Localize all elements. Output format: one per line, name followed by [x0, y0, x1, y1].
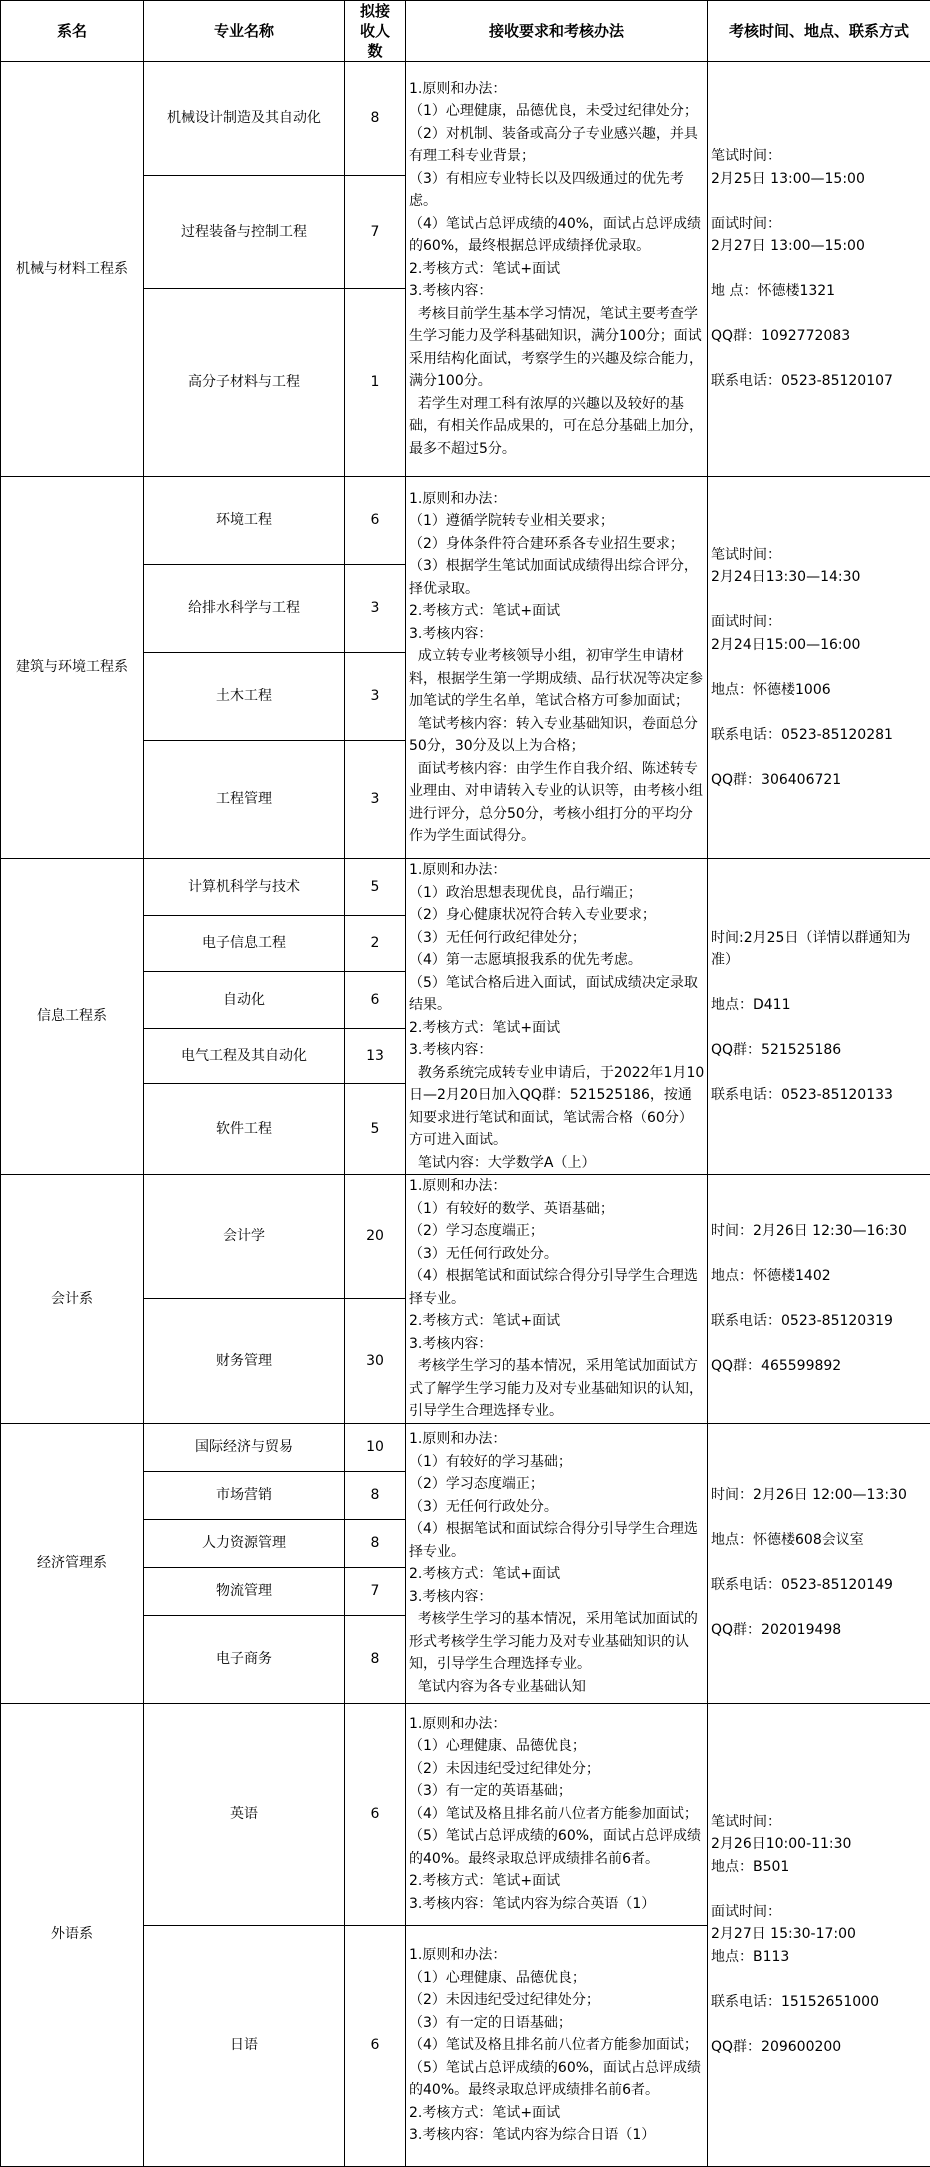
- text-line: 3.考核内容：: [409, 1586, 705, 1609]
- text-line: （1）心理健康、品德优良；: [409, 1735, 705, 1758]
- text-line: （4）根据笔试和面试综合得分引导学生合理选择专业。: [409, 1265, 705, 1310]
- text-line: 时间:2月25日（详情以群通知为准）: [711, 927, 927, 972]
- header-row: [1, 1, 930, 62]
- text-line: 2月27日 13:00—15:00: [711, 235, 927, 258]
- text-line: 地点：怀德楼1006: [711, 679, 927, 702]
- text-line: 2月27日 15:30-17:00: [711, 1923, 927, 1946]
- text-line: 2月25日 13:00—15:00: [711, 168, 927, 191]
- major-name: 会计学: [144, 1175, 345, 1299]
- text-line: 地点：B501: [711, 1856, 927, 1879]
- major-name: 工程管理: [144, 741, 345, 859]
- text-line: 3.考核内容：: [409, 623, 705, 646]
- text-line: 笔试时间：: [711, 544, 927, 567]
- text-line: （2）身体条件符合建环系各专业招生要求；: [409, 533, 705, 556]
- text-line: 2月24日13:30—14:30: [711, 566, 927, 589]
- major-name: 自动化: [144, 972, 345, 1029]
- text-line: 教务系统完成转专业申请后，于2022年1月10日—2月20日加入QQ群：521525186，按通知要求进行笔试和面试，笔试需合格（60分）方可进入面试。: [409, 1062, 705, 1152]
- text-line: 1.原则和办法：: [409, 1428, 705, 1451]
- quota-value: 6: [345, 1925, 406, 2166]
- header-requirements: 接收要求和考核办法: [406, 1, 708, 62]
- header-quota: [345, 1, 406, 62]
- text-line: 1.原则和办法：: [409, 1175, 705, 1198]
- dept-name: 信息工程系: [1, 859, 144, 1175]
- requirements-cell: [406, 477, 708, 859]
- text-line: 3.考核内容：: [409, 1039, 705, 1062]
- dept-name: 会计系: [1, 1175, 144, 1424]
- requirements-cell: [406, 859, 708, 1175]
- spacer: [711, 746, 927, 769]
- text-line: （1）政治思想表现优良，品行端正；: [409, 882, 705, 905]
- text-line: 地点：怀德楼608会议室: [711, 1529, 927, 1552]
- major-name: 给排水科学与工程: [144, 565, 345, 653]
- quota-value: 6: [345, 972, 406, 1029]
- text-line: 1.原则和办法：: [409, 1713, 705, 1736]
- text-line: （3）有相应专业特长以及四级通过的优先考虑。: [409, 168, 705, 213]
- text-line: （2）未因违纪受过纪律处分；: [409, 1758, 705, 1781]
- major-name: 人力资源管理: [144, 1519, 345, 1567]
- text-line: 考核目前学生基本学习情况，笔试主要考查学生学习能力及学科基础知识，满分100分；面试采用结构化面试，考察学生的兴趣及综合能力，满分100分。: [409, 303, 705, 393]
- quota-value: 5: [345, 1084, 406, 1175]
- text-line: 3.考核内容：: [409, 280, 705, 303]
- quota-value: 3: [345, 565, 406, 653]
- contact-cell: [708, 1175, 930, 1424]
- text-line: 面试时间：: [711, 1901, 927, 1924]
- quota-value: 6: [345, 477, 406, 565]
- quota-value: 20: [345, 1175, 406, 1299]
- text-line: 2.考核方式：笔试+面试: [409, 258, 705, 281]
- spacer: [711, 1552, 927, 1575]
- text-line: 1.原则和办法：: [409, 1944, 705, 1967]
- header-contact: 考核时间、地点、联系方式: [708, 1, 930, 62]
- text-line: （5）笔试占总评成绩的60%，面试占总评成绩的40%。最终录取总评成绩排名前6者。: [409, 1825, 705, 1870]
- contact-cell: [708, 859, 930, 1175]
- text-line: （3）有一定的日语基础；: [409, 2012, 705, 2035]
- text-line: QQ群：1092772083: [711, 325, 927, 348]
- text-line: 3.考核内容：笔试内容为综合日语（1）: [409, 2124, 705, 2147]
- major-name: 电气工程及其自动化: [144, 1028, 345, 1084]
- spacer: [711, 1878, 927, 1901]
- text-line: QQ群：465599892: [711, 1355, 927, 1378]
- spacer: [711, 348, 927, 371]
- spacer: [711, 1597, 927, 1620]
- text-line: 地点：D411: [711, 994, 927, 1017]
- text-line: （5）笔试合格后进入面试，面试成绩决定录取结果。: [409, 972, 705, 1017]
- spacer: [711, 303, 927, 326]
- text-line: 2.考核方式：笔试+面试: [409, 2102, 705, 2125]
- text-line: （2）学习态度端正；: [409, 1473, 705, 1496]
- quota-value: 6: [345, 1703, 406, 1925]
- text-line: 3.考核内容：: [409, 1333, 705, 1356]
- table-row: [1, 1175, 930, 1299]
- major-name: 市场营销: [144, 1471, 345, 1519]
- dept-name: 外语系: [1, 1703, 144, 2166]
- major-name: 土木工程: [144, 653, 345, 741]
- contact-cell: [708, 1423, 930, 1703]
- text-line: QQ群：209600200: [711, 2036, 927, 2059]
- text-line: 地点：B113: [711, 1946, 927, 1969]
- major-name: 英语: [144, 1703, 345, 1925]
- quota-value: 8: [345, 1615, 406, 1703]
- text-line: （2）对机制、装备或高分子专业感兴趣，并具有理工科专业背景；: [409, 123, 705, 168]
- text-line: 笔试内容为各专业基础认知: [409, 1676, 705, 1699]
- text-line: 笔试考核内容：转入专业基础知识，卷面总分50分，30分及以上为合格；: [409, 713, 705, 758]
- text-line: （3）无任何行政纪律处分；: [409, 927, 705, 950]
- major-name: 财务管理: [144, 1299, 345, 1423]
- text-line: （3）有一定的英语基础；: [409, 1780, 705, 1803]
- major-name: 计算机科学与技术: [144, 859, 345, 916]
- text-line: （4）笔试及格且排名前八位者方能参加面试；: [409, 2034, 705, 2057]
- spacer: [711, 190, 927, 213]
- text-line: 联系电话：15152651000: [711, 1991, 927, 2014]
- text-line: 笔试时间：: [711, 1811, 927, 1834]
- text-line: （3）根据学生笔试加面试成绩得出综合评分，择优录取。: [409, 555, 705, 600]
- spacer: [711, 1243, 927, 1266]
- text-line: 2月26日10:00-11:30: [711, 1833, 927, 1856]
- text-line: （4）第一志愿填报我系的优先考虑。: [409, 949, 705, 972]
- major-name: 电子商务: [144, 1615, 345, 1703]
- text-line: 1.原则和办法：: [409, 488, 705, 511]
- quota-value: 3: [345, 653, 406, 741]
- spacer: [711, 1062, 927, 1085]
- text-line: （1）有较好的学习基础；: [409, 1451, 705, 1474]
- text-line: （2）未因违纪受过纪律处分；: [409, 1989, 705, 2012]
- quota-value: 7: [345, 1567, 406, 1615]
- text-line: 2.考核方式：笔试+面试: [409, 1310, 705, 1333]
- requirements-cell: [406, 1175, 708, 1424]
- requirements-cell: [406, 1423, 708, 1703]
- text-line: 若学生对理工科有浓厚的兴趣以及较好的基础，有相关作品成果的，可在总分基础上加分，最多不超过5分。: [409, 393, 705, 461]
- spacer: [711, 589, 927, 612]
- spacer: [711, 1507, 927, 1530]
- text-line: QQ群：202019498: [711, 1619, 927, 1642]
- major-name: 电子信息工程: [144, 915, 345, 972]
- major-name: 高分子材料与工程: [144, 289, 345, 477]
- text-line: （4）笔试占总评成绩的40%，面试占总评成绩的60%，最终根据总评成绩择优录取。: [409, 213, 705, 258]
- header-major: 专业名称: [144, 1, 345, 62]
- text-line: QQ群：521525186: [711, 1039, 927, 1062]
- spacer: [711, 972, 927, 995]
- quota-value: 8: [345, 1519, 406, 1567]
- text-line: 成立转专业考核领导小组，初审学生申请材料，根据学生第一学期成绩、品行状况等决定参加笔试的学生名单，笔试合格方可参加面试；: [409, 645, 705, 713]
- text-line: 1.原则和办法：: [409, 859, 705, 882]
- requirements-cell: [406, 62, 708, 477]
- text-line: （3）无任何行政处分。: [409, 1496, 705, 1519]
- text-line: （1）心理健康、品德优良；: [409, 1967, 705, 1990]
- text-line: （2）身心健康状况符合转入专业要求；: [409, 904, 705, 927]
- text-line: 1.原则和办法：: [409, 78, 705, 101]
- text-line: （4）根据笔试和面试综合得分引导学生合理选择专业。: [409, 1518, 705, 1563]
- text-line: （4）笔试及格且排名前八位者方能参加面试；: [409, 1803, 705, 1826]
- text-line: QQ群：306406721: [711, 769, 927, 792]
- major-name: 物流管理: [144, 1567, 345, 1615]
- text-line: 考核学生学习的基本情况，采用笔试加面试方式了解学生学习能力及对专业基础知识的认知，引导学生合理选择专业。: [409, 1355, 705, 1423]
- text-line: 2.考核方式：笔试+面试: [409, 1563, 705, 1586]
- text-line: 时间：2月26日 12:00—13:30: [711, 1484, 927, 1507]
- spacer: [711, 656, 927, 679]
- text-line: （1）心理健康，品德优良，未受过纪律处分；: [409, 100, 705, 123]
- spacer: [711, 1333, 927, 1356]
- text-line: （2）学习态度端正；: [409, 1220, 705, 1243]
- table-row: [1, 859, 930, 916]
- text-line: （5）笔试占总评成绩的60%，面试占总评成绩的40%。最终录取总评成绩排名前6者。: [409, 2057, 705, 2102]
- text-line: （1）有较好的数学、英语基础；: [409, 1198, 705, 1221]
- header-quota-text: 拟接收人数: [353, 1, 397, 61]
- quota-value: 1: [345, 289, 406, 477]
- spacer: [711, 1968, 927, 1991]
- table-row: [1, 62, 930, 176]
- major-name: 国际经济与贸易: [144, 1423, 345, 1471]
- contact-cell: [708, 1703, 930, 2166]
- quota-value: 8: [345, 1471, 406, 1519]
- major-name: 环境工程: [144, 477, 345, 565]
- quota-value: 3: [345, 741, 406, 859]
- contact-cell: [708, 477, 930, 859]
- quota-value: 13: [345, 1028, 406, 1084]
- contact-cell: [708, 62, 930, 477]
- spacer: [711, 258, 927, 281]
- major-name: 机械设计制造及其自动化: [144, 62, 345, 176]
- dept-name: 经济管理系: [1, 1423, 144, 1703]
- text-line: 地点：怀德楼1402: [711, 1265, 927, 1288]
- header-dept: 系名: [1, 1, 144, 62]
- quota-value: 10: [345, 1423, 406, 1471]
- spacer: [711, 2013, 927, 2036]
- text-line: 联系电话：0523-85120107: [711, 370, 927, 393]
- quota-value: 30: [345, 1299, 406, 1423]
- major-name: 过程装备与控制工程: [144, 176, 345, 289]
- major-name: 软件工程: [144, 1084, 345, 1175]
- dept-name: 建筑与环境工程系: [1, 477, 144, 859]
- table-row: [1, 477, 930, 565]
- text-line: 联系电话：0523-85120149: [711, 1574, 927, 1597]
- text-line: 面试时间：: [711, 611, 927, 634]
- spacer: [711, 1017, 927, 1040]
- text-line: 联系电话：0523-85120319: [711, 1310, 927, 1333]
- requirements-cell: [406, 1703, 708, 1925]
- quota-value: 2: [345, 915, 406, 972]
- spacer: [711, 1288, 927, 1311]
- text-line: 面试考核内容：由学生作自我介绍、陈述转专业理由、对申请转入专业的认识等，由考核小组进行评分，总分50分，考核小组打分的平均分作为学生面试得分。: [409, 758, 705, 848]
- table-row: [1, 1703, 930, 1925]
- text-line: 地 点：怀德楼1321: [711, 280, 927, 303]
- text-line: 2.考核方式：笔试+面试: [409, 1017, 705, 1040]
- quota-value: 8: [345, 62, 406, 176]
- text-line: 联系电话：0523-85120133: [711, 1084, 927, 1107]
- text-line: 2.考核方式：笔试+面试: [409, 600, 705, 623]
- quota-value: 5: [345, 859, 406, 916]
- text-line: 笔试内容：大学数学A（上）: [409, 1152, 705, 1175]
- text-line: 面试时间：: [711, 213, 927, 236]
- text-line: 2.考核方式：笔试+面试: [409, 1870, 705, 1893]
- quota-value: 7: [345, 176, 406, 289]
- spacer: [711, 701, 927, 724]
- text-line: 考核学生学习的基本情况，采用笔试加面试的形式考核学生学习能力及对专业基础知识的认知，引导学生合理选择专业。: [409, 1608, 705, 1676]
- text-line: 3.考核内容：笔试内容为综合英语（1）: [409, 1893, 705, 1916]
- text-line: （1）遵循学院转专业相关要求；: [409, 510, 705, 533]
- table-row: [1, 1423, 930, 1471]
- dept-name: 机械与材料工程系: [1, 62, 144, 477]
- text-line: 时间：2月26日 12:30—16:30: [711, 1220, 927, 1243]
- requirements-cell: [406, 1925, 708, 2166]
- text-line: 联系电话：0523-85120281: [711, 724, 927, 747]
- text-line: 笔试时间：: [711, 145, 927, 168]
- major-name: 日语: [144, 1925, 345, 2166]
- text-line: （3）无任何行政处分。: [409, 1243, 705, 1266]
- text-line: 2月24日15:00—16:00: [711, 634, 927, 657]
